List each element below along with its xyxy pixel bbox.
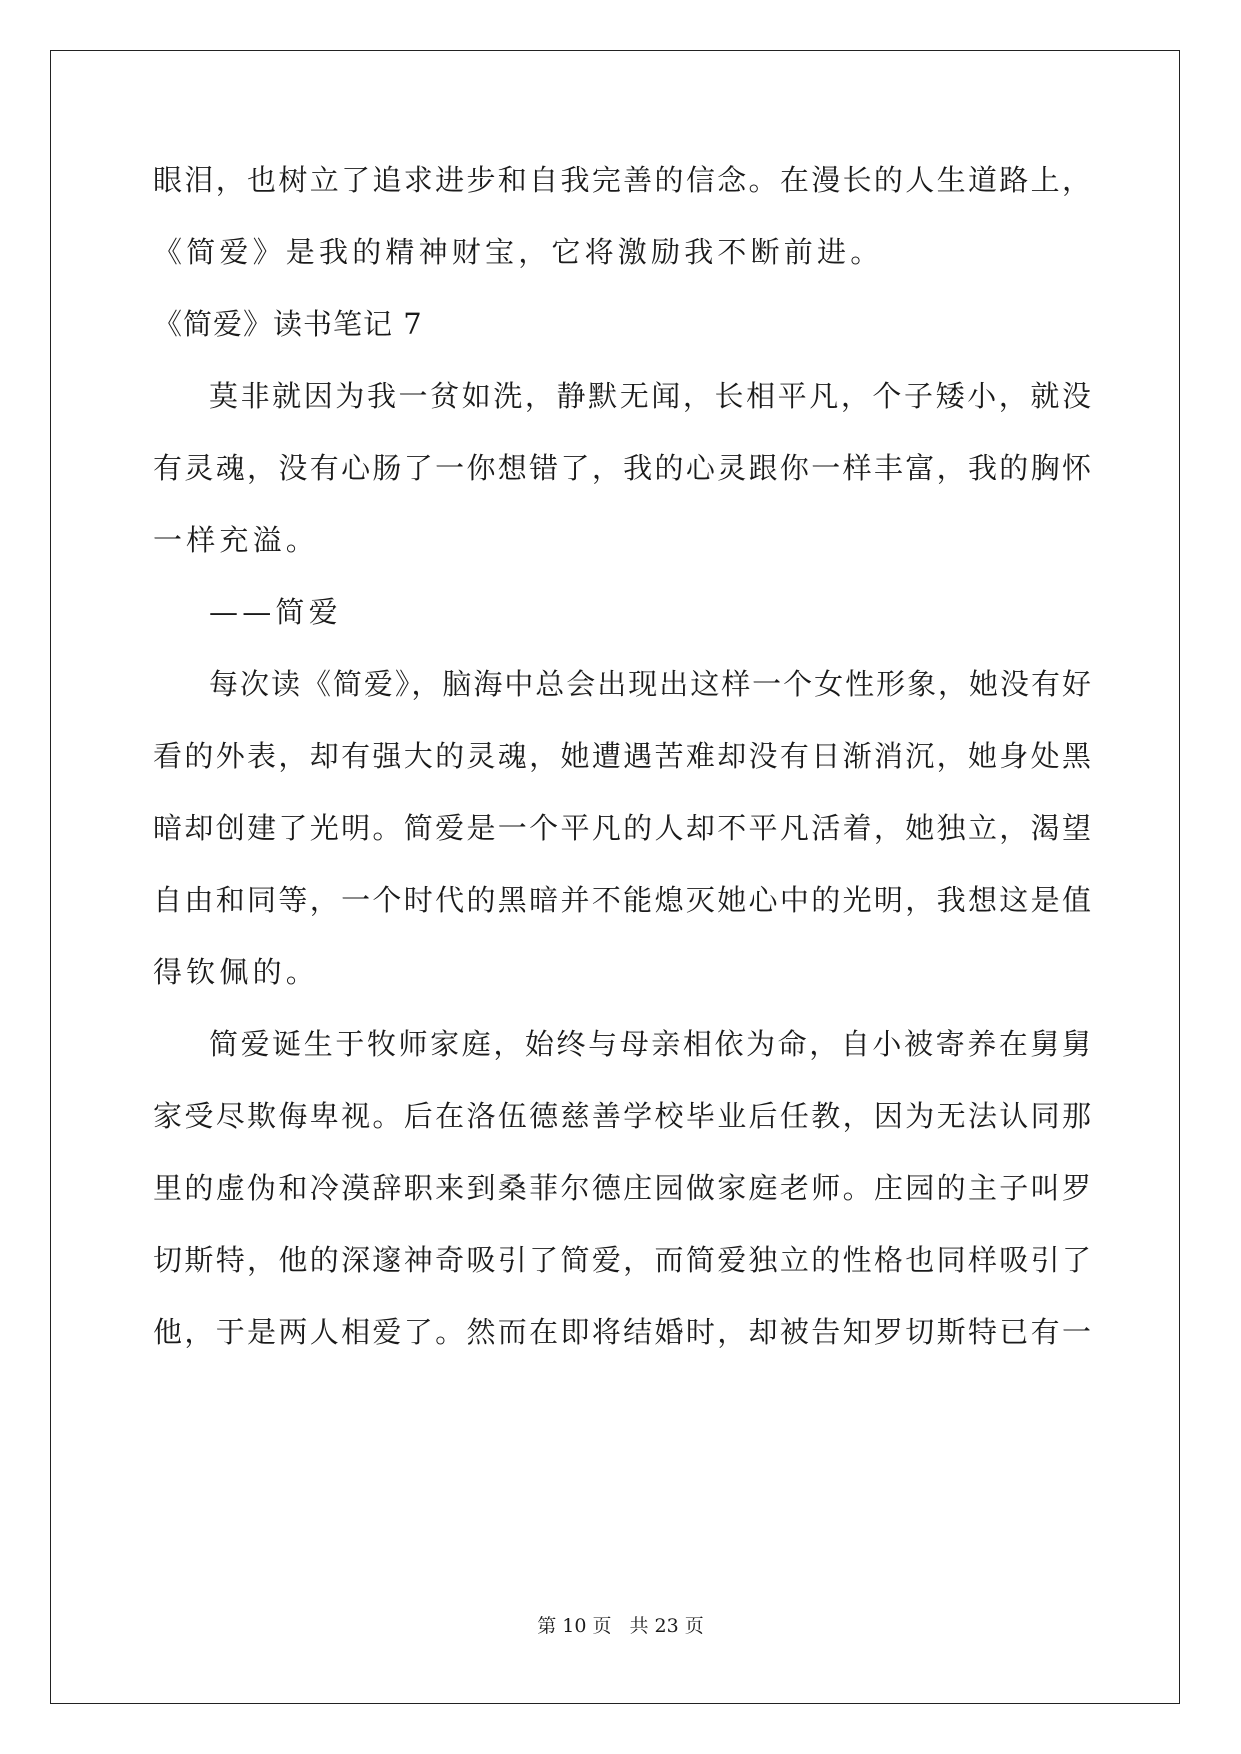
paragraph-line: 简爱诞生于牧师家庭，始终与母亲相依为命，自小被寄养在舅舅 [209, 1027, 1091, 1061]
paragraph-line: 他，于是两人相爱了。然而在即将结婚时，却被告知罗切斯特已有一 [153, 1315, 1091, 1349]
paragraph-line: 得钦佩的。 [153, 955, 320, 989]
quote-attribution: ——简爱 [209, 595, 342, 629]
section-heading: 《简爱》读书笔记 7 [153, 307, 423, 341]
paragraph-line: 眼泪，也树立了追求进步和自我完善的信念。在漫长的人生道路上， [153, 163, 1091, 197]
page-border [50, 50, 1180, 1704]
paragraph-line: 暗却创建了光明。简爱是一个平凡的人却不平凡活着，她独立，渴望 [153, 811, 1091, 845]
paragraph-line: 一样充溢。 [153, 523, 320, 557]
paragraph-line: 莫非就因为我一贫如洗，静默无闻，长相平凡，个子矮小，就没 [209, 379, 1091, 413]
paragraph-line: 家受尽欺侮卑视。后在洛伍德慈善学校毕业后任教，因为无法认同那 [153, 1099, 1091, 1133]
paragraph-line: 每次读《简爱》，脑海中总会出现出这样一个女性形象，她没有好 [209, 667, 1091, 701]
paragraph-line: 看的外表，却有强大的灵魂，她遭遇苦难却没有日渐消沉，她身处黑 [153, 739, 1091, 773]
page-number: 第 10 页 [537, 1615, 612, 1637]
page-total: 共 23 页 [629, 1615, 704, 1637]
paragraph-line: 有灵魂，没有心肠了一你想错了，我的心灵跟你一样丰富，我的胸怀 [153, 451, 1091, 485]
paragraph-line: 自由和同等，一个时代的黑暗并不能熄灭她心中的光明，我想这是值 [153, 883, 1091, 917]
paragraph-line: 切斯特，他的深邃神奇吸引了简爱，而简爱独立的性格也同样吸引了 [153, 1243, 1091, 1277]
page-footer [0, 1614, 1241, 1638]
paragraph-line: 里的虚伪和冷漠辞职来到桑菲尔德庄园做家庭老师。庄园的主子叫罗 [153, 1171, 1091, 1205]
paragraph-line: 《简爱》是我的精神财宝，它将激励我不断前进。 [153, 235, 884, 269]
